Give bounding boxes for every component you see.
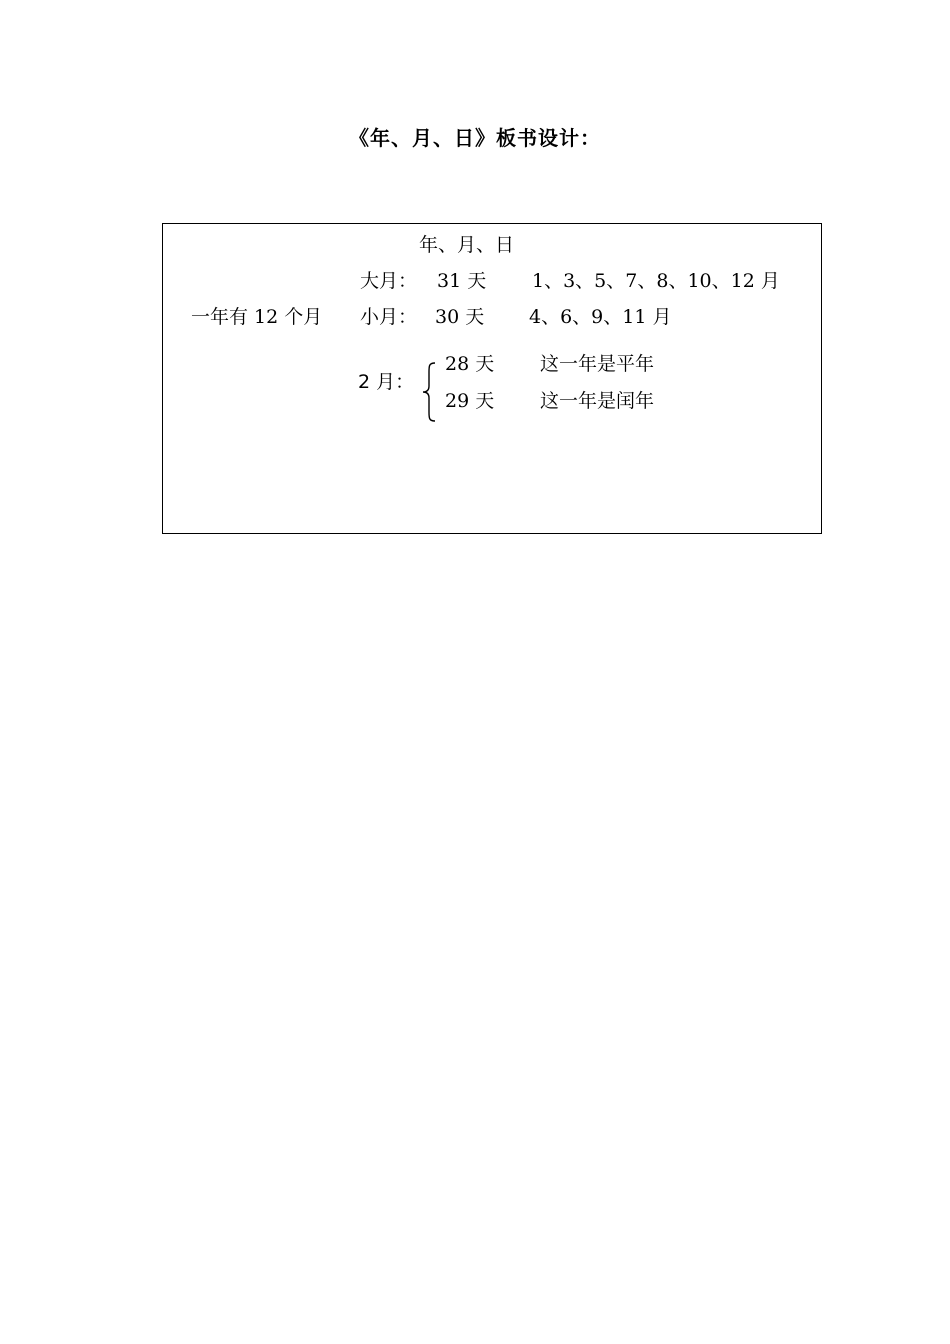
big-month-list: 1、3、5、7、8、10、12 月 — [532, 270, 780, 292]
february-label: 2 月： — [358, 371, 415, 393]
small-month-list: 4、6、9、11 月 — [529, 306, 672, 328]
february-29-days: 29 天 — [445, 390, 495, 412]
february-28-days: 28 天 — [445, 353, 495, 375]
big-month-days: 31 天 — [437, 270, 487, 292]
curly-brace-icon — [421, 362, 437, 422]
document-title: 《年、月、日》板书设计： — [349, 126, 601, 150]
common-year-note: 这一年是平年 — [540, 353, 655, 375]
big-month-label: 大月： — [360, 270, 418, 292]
board-heading: 年、月、日 — [419, 234, 515, 256]
small-month-days: 30 天 — [435, 306, 485, 328]
year-months-label: 一年有 12 个月 — [191, 306, 323, 328]
leap-year-note: 这一年是闰年 — [540, 390, 655, 412]
small-month-label: 小月： — [360, 306, 418, 328]
